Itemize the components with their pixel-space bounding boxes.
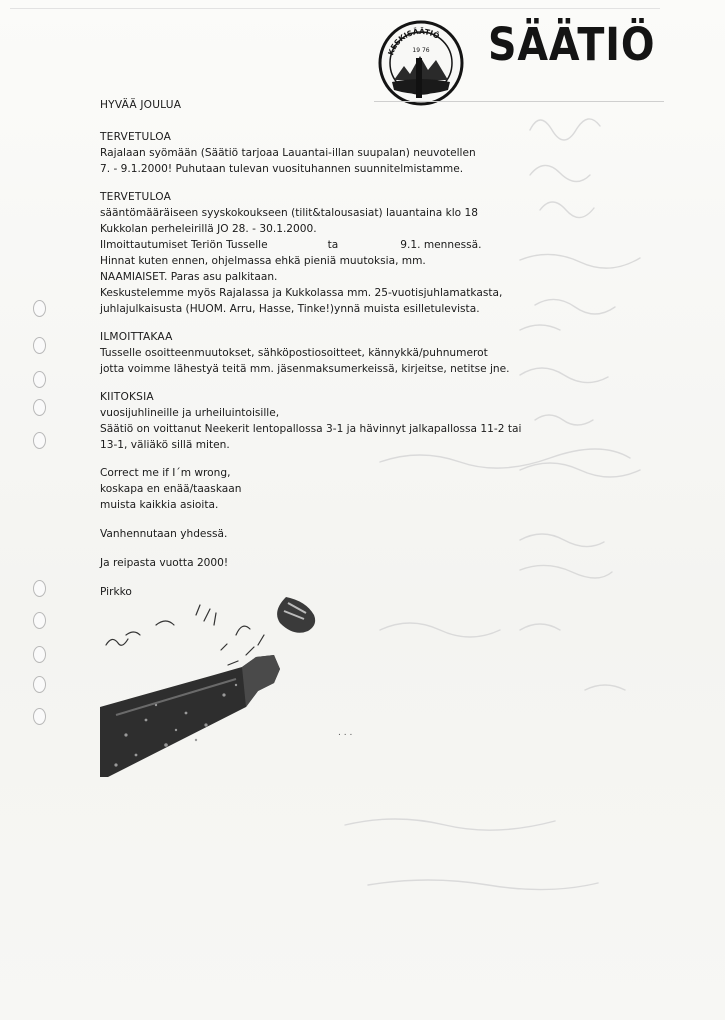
closing-line: koskapa en enää/taaskaan [100, 483, 242, 495]
closing-together: Vanhennutaan yhdessä. [100, 528, 228, 540]
saatio-wordmark: SÄÄTIÖ [488, 18, 656, 71]
binder-hole [33, 432, 46, 449]
champagne-bottle-illustration [96, 595, 326, 777]
section3-heading: ILMOITTAKAA [100, 331, 173, 343]
registration-text: Ilmoittautumiset Teriön Tusselle [100, 239, 268, 251]
saatio-seal-logo [378, 20, 464, 106]
logo-underline [374, 101, 664, 102]
section4-heading: KIITOKSIA [100, 391, 154, 403]
binder-hole [33, 337, 46, 354]
section2-line: Keskustelemme myös Rajalassa ja Kukkolassa mm. 25-vuotisjuhlamatkasta, [100, 287, 503, 299]
section2-line: sääntömääräiseen syyskokoukseen (tilit&talousasiat) lauantaina klo 18 [100, 207, 478, 219]
section1-line: Rajalaan syömään (Säätiö tarjoaa Lauantai-illan suupalan) neuvotellen [100, 147, 476, 159]
section2-line: Kukkolan perheleirillä JO 28. - 30.1.2000. [100, 223, 317, 235]
binder-hole [33, 708, 46, 725]
binder-hole [33, 676, 46, 693]
registration-mid: ta [327, 239, 339, 251]
closing-line: muista kaikkia asioita. [100, 499, 219, 511]
seal-year: 19 76 [412, 47, 430, 54]
section4-line: Säätiö on voittanut Neekerit lentopallossa 3-1 ja hävinnyt jalkapallossa 11-2 tai [100, 423, 522, 435]
section4-line: 13-1, väliäkö sillä miten. [100, 439, 230, 451]
section2-line: Hinnat kuten ennen, ohjelmassa ehkä pieniä muutoksia, mm. [100, 255, 426, 267]
top-divider [10, 8, 660, 9]
section3-line: Tusselle osoitteenmuutokset, sähköpostiosoitteet, kännykkä/puhnumerot [100, 347, 488, 359]
greeting: HYVÄÄ JOULUA [100, 99, 182, 111]
closing-line: Correct me if I´m wrong, [100, 467, 231, 479]
binder-hole [33, 580, 46, 597]
closing-new-year: Ja reipasta vuotta 2000! [100, 557, 229, 569]
signature: Pirkko [100, 586, 132, 598]
section4-line: vuosijuhlineille ja urheiluintoisille, [100, 407, 280, 419]
ellipsis-mark: . . . [338, 728, 353, 738]
binder-hole [33, 300, 46, 317]
seal-text: KESKISÄÄTIÖ [386, 26, 441, 57]
section2-line: juhlajulkaisusta (HUOM. Arru, Hasse, Tinke!)ynnä muista esilletulevista. [100, 303, 480, 315]
section2-line: NAAMIAISET. Paras asu palkitaan. [100, 271, 278, 283]
registration-deadline: 9.1. mennessä. [400, 239, 482, 251]
binder-hole [33, 646, 46, 663]
binder-hole [33, 399, 46, 416]
section2-heading: TERVETULOA [100, 191, 172, 203]
binder-hole [33, 612, 46, 629]
section2-line-registration [100, 237, 482, 253]
section1-line: 7. - 9.1.2000! Puhutaan tulevan vuosituhannen suunnitelmistamme. [100, 163, 464, 175]
binder-hole [33, 371, 46, 388]
section1-heading: TERVETULOA [100, 131, 172, 143]
section3-line: jotta voimme lähestyä teitä mm. jäsenmaksumerkeissä, kirjeitse, netitse jne. [100, 363, 510, 375]
